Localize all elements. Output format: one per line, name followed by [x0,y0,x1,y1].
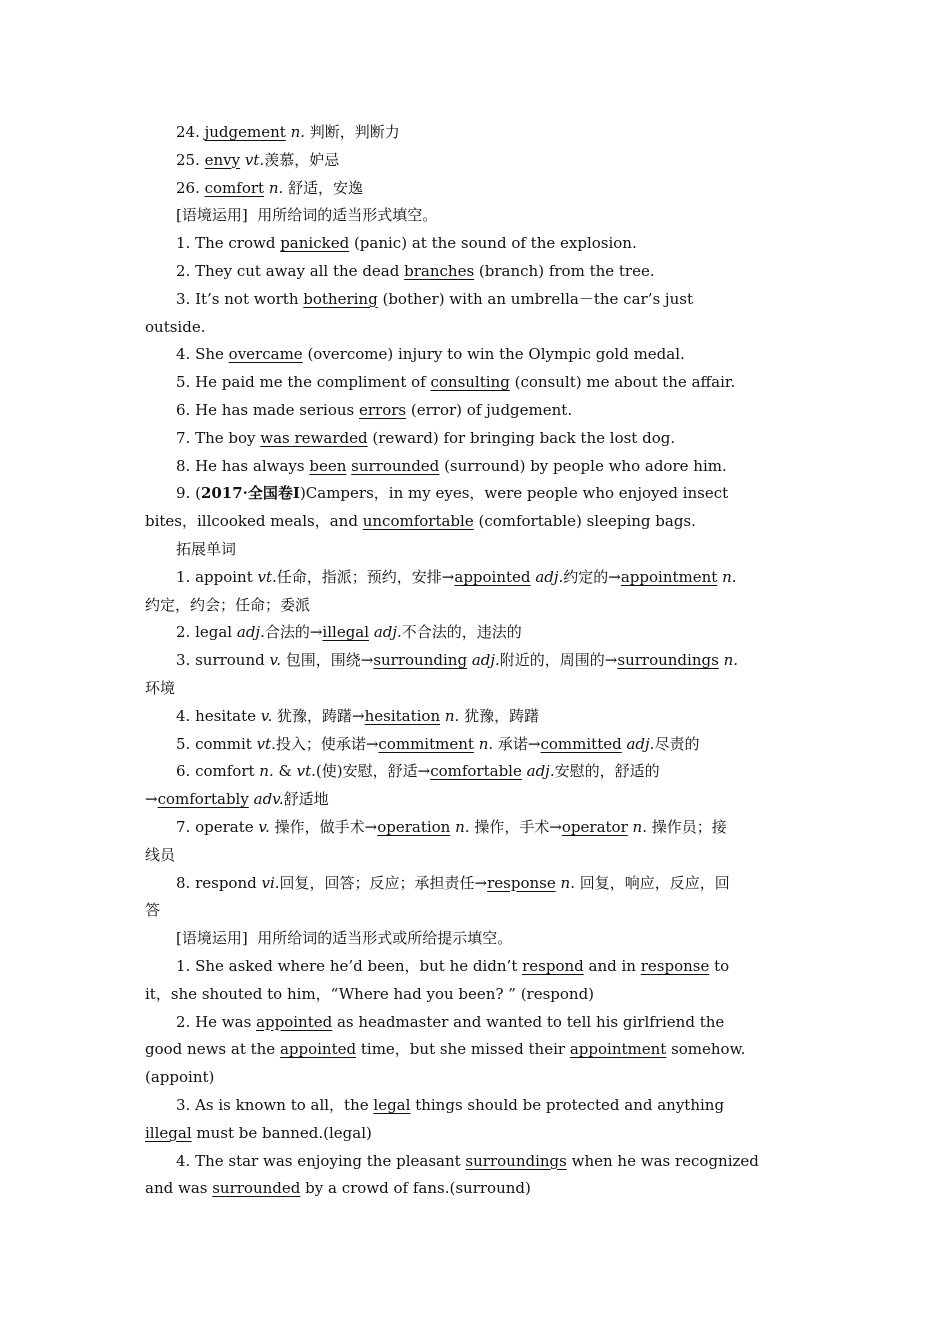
text-segment: adv. [253,790,284,809]
text-segment: good news at the [145,1040,280,1059]
text-segment: 1. She asked where he’d been，but he didn’t [176,957,523,975]
text-segment: 26. [176,178,205,197]
text-segment: 6. He has made serious [176,401,359,419]
text-segment: 3. As is known to all，the [176,1096,374,1114]
answer-blank: committed [540,734,622,753]
text-line [145,845,810,865]
text-line [176,706,810,726]
text-segment: when he was recognized [566,1151,759,1170]
text-segment: 线员 [145,845,176,864]
text-segment: n. [444,706,460,725]
text-segment: v. [260,706,273,725]
text-segment: 4. The star was enjoying the pleasant [176,1151,466,1170]
text-segment: 5. commit [176,734,257,753]
text-line [176,622,810,642]
text-segment: 1. The crowd [176,234,281,253]
text-segment: must be banned.(legal) [191,1123,372,1142]
text-segment: n. [259,762,274,781]
text-segment: 操作员；接 [646,818,727,836]
text-segment: and in [583,957,641,975]
text-segment: 2. They cut away all the dead [176,262,405,280]
text-segment: somehow. [666,1040,746,1059]
text-segment: 合法的→ [264,623,323,642]
text-segment: (panic) at the sound of the explosion. [349,234,637,253]
text-line [176,400,810,420]
text-line [176,428,810,448]
text-segment: time，but she missed their [356,1040,570,1059]
text-line [176,873,810,893]
text-line [176,567,810,587]
text-segment: adj. [373,623,402,642]
answer-blank: response [640,957,710,975]
text-line [145,1067,810,1087]
text-segment: (reward) for bringing back the lost dog. [367,428,676,447]
answer-blank: comfortable [430,762,522,781]
text-segment: n. [723,651,739,670]
answer-blank: branches [404,262,475,280]
answer-blank: panicked [280,234,350,253]
text-segment: 5. He paid me the compliment of [176,373,431,392]
text-segment: to [709,957,730,975]
text-segment: 3. surround [176,651,270,670]
answer-blank: consulting [430,373,510,392]
text-segment: 6. comfort [176,762,260,781]
text-segment: 操作，手术→ [469,818,562,836]
text-segment: 9. ( [176,484,201,503]
text-line [145,1178,810,1198]
text-line [176,761,810,781]
text-segment: outside. [145,317,206,336]
text-segment: vt. [244,150,265,169]
text-line [176,178,810,198]
answer-blank: appointed [256,1012,333,1031]
answer-blank: bothering [303,289,378,308]
text-line [176,122,810,142]
answer-blank: overcame [228,345,303,364]
text-segment: 安慰的，舒适的 [554,762,660,781]
text-segment: (bother) with an umbrella－the car’s just [377,289,693,308]
answer-blank: envy [204,150,241,169]
answer-blank: illegal [145,1123,192,1142]
answer-blank: uncomfortable [362,512,474,531]
text-line [145,789,810,809]
text-segment: adj. [626,734,655,753]
text-segment: 拓展单词 [176,540,237,558]
text-segment: 4. hesitate [176,706,261,725]
text-line [176,205,810,225]
answer-blank: judgement [204,123,286,141]
answer-blank: illegal [322,623,370,642]
text-segment: 不合法的，违法的 [401,623,522,642]
text-segment: 2017·全国卷Ⅰ [200,484,300,503]
text-segment: 尽责的 [654,734,700,753]
answer-blank: surrounding [373,651,468,670]
answer-blank: appointment [620,567,718,586]
text-segment: 1. appoint [176,567,258,586]
text-segment: (overcome) injury to win the Olympic gold medal. [302,345,685,364]
text-segment: 羡慕，妒忌 [264,150,340,169]
answer-blank: response [487,873,556,892]
text-segment: vt. [296,762,316,781]
text-segment: 舒适，安逸 [283,178,364,197]
text-segment: (error) of judgement. [406,401,573,419]
answer-blank: appointment [569,1040,667,1059]
text-line [176,1095,810,1115]
text-line [176,734,810,754]
text-segment: adj. [535,567,564,586]
text-segment: 承诺→ [493,734,541,753]
answer-blank: hesitation [364,706,441,725]
answer-blank: comfortably [157,790,249,809]
text-segment: & [273,762,297,781]
answer-blank: operator [561,818,628,836]
text-line [145,511,810,531]
answer-blank: comfort [204,178,265,197]
text-segment: → [145,790,158,809]
text-line [145,1039,810,1059]
text-segment: 8. respond [176,873,262,892]
text-line [145,984,810,1004]
text-segment: (appoint) [145,1068,215,1087]
text-segment: 24. [176,123,205,141]
text-segment: n. [478,734,494,753]
text-segment: bites，illcooked meals，and [145,512,363,531]
text-segment: 4. She [176,345,229,364]
text-line [176,344,810,364]
text-segment: it，she shouted to him，“Where had you been? ” (respond) [145,984,595,1003]
answer-blank: been [309,456,347,475]
text-segment: 25. [176,150,205,169]
text-segment: 2. He was [176,1012,257,1031]
text-line [176,483,810,503]
text-segment: 2. legal [176,623,237,642]
text-segment: v. [269,651,281,670]
text-line [145,317,810,337]
text-segment: as headmaster and wanted to tell his girlfriend the [332,1012,725,1031]
text-segment: 8. He has always [176,456,310,475]
answer-blank: appointed [279,1040,357,1059]
answer-blank: legal [373,1096,411,1114]
text-segment: n. [632,818,647,836]
text-segment: things should be protected and anything [410,1096,725,1114]
answer-blank: errors [359,401,407,419]
text-segment: adj. [471,651,500,670]
text-segment: 犹豫，踌躇→ [272,706,365,725]
text-segment: 任命，指派；预约，安排→ [276,567,455,586]
text-line [176,817,810,837]
answer-blank: was rewarded [260,428,368,447]
text-line [176,1151,810,1171]
answer-blank: operation [377,818,451,836]
text-segment: 包围，围绕→ [280,651,374,670]
text-segment: vt. [256,734,276,753]
text-line [176,1012,810,1032]
text-segment: n. [455,818,470,836]
text-line [176,928,810,948]
text-line [176,289,810,309]
answer-blank: respond [522,957,584,975]
text-segment: (comfortable) sleeping bags. [473,512,696,531]
text-segment: 舒适地 [283,790,329,809]
answer-blank: surrounded [351,456,440,475]
answer-blank: commitment [378,734,474,753]
answer-blank: appointed [454,567,531,586]
text-segment: 判断，判断力 [305,123,400,141]
answer-blank: surrounded [212,1179,301,1198]
text-line [176,150,810,170]
text-segment: 答 [145,901,161,920]
text-segment: (consult) me about the affair. [509,373,736,392]
text-segment: n. [722,567,737,586]
text-segment: 7. The boy [176,428,261,447]
text-segment: (使)安慰，舒适→ [315,762,431,781]
text-segment: n. [268,178,284,197]
text-line [176,650,810,670]
text-segment: adj. [236,623,265,642]
text-segment: and was [145,1179,213,1198]
text-segment: 犹豫，踌躇 [459,706,540,725]
text-segment: 回复，回答；反应；承担责任→ [279,873,488,892]
text-segment: 3. It’s not worth [176,289,304,308]
text-line [176,956,810,976]
text-segment: 附近的，周围的→ [499,651,618,670]
text-line [145,678,810,698]
text-segment: 约定的→ [563,567,621,586]
text-segment: (surround) by people who adore him. [439,456,727,475]
text-segment: (branch) from the tree. [474,262,655,280]
text-segment: vi. [261,873,280,892]
text-segment: 回复，响应，反应，回 [574,873,730,892]
text-segment: v. [258,818,270,836]
answer-blank: surroundings [617,651,719,670]
text-segment: 操作，做手术→ [269,818,378,836]
text-line [145,595,810,615]
text-segment: 投入；使承诺→ [275,734,379,753]
text-line [176,233,810,253]
text-segment: adj. [526,762,555,781]
text-segment: by a crowd of fans.(surround) [300,1179,531,1198]
text-segment: 约定，约会；任命；委派 [145,595,311,614]
text-line [145,1123,810,1143]
text-segment: 7. operate [176,818,259,836]
text-segment: [语境运用] 用所给词的适当形式或所给提示填空。 [176,929,513,948]
text-segment: 环境 [145,679,176,697]
text-segment: n. [560,873,575,892]
answer-blank: surroundings [465,1151,567,1170]
text-segment: )Campers，in my eyes，were people who enjoyed insect [299,484,729,503]
text-segment: n. [290,123,306,141]
text-segment: [语境运用] 用所给词的适当形式填空。 [176,206,438,225]
text-line [176,456,810,476]
text-line [176,539,810,559]
text-line [176,261,810,281]
text-line [176,372,810,392]
text-line [145,900,810,920]
text-segment: vt. [257,567,277,586]
